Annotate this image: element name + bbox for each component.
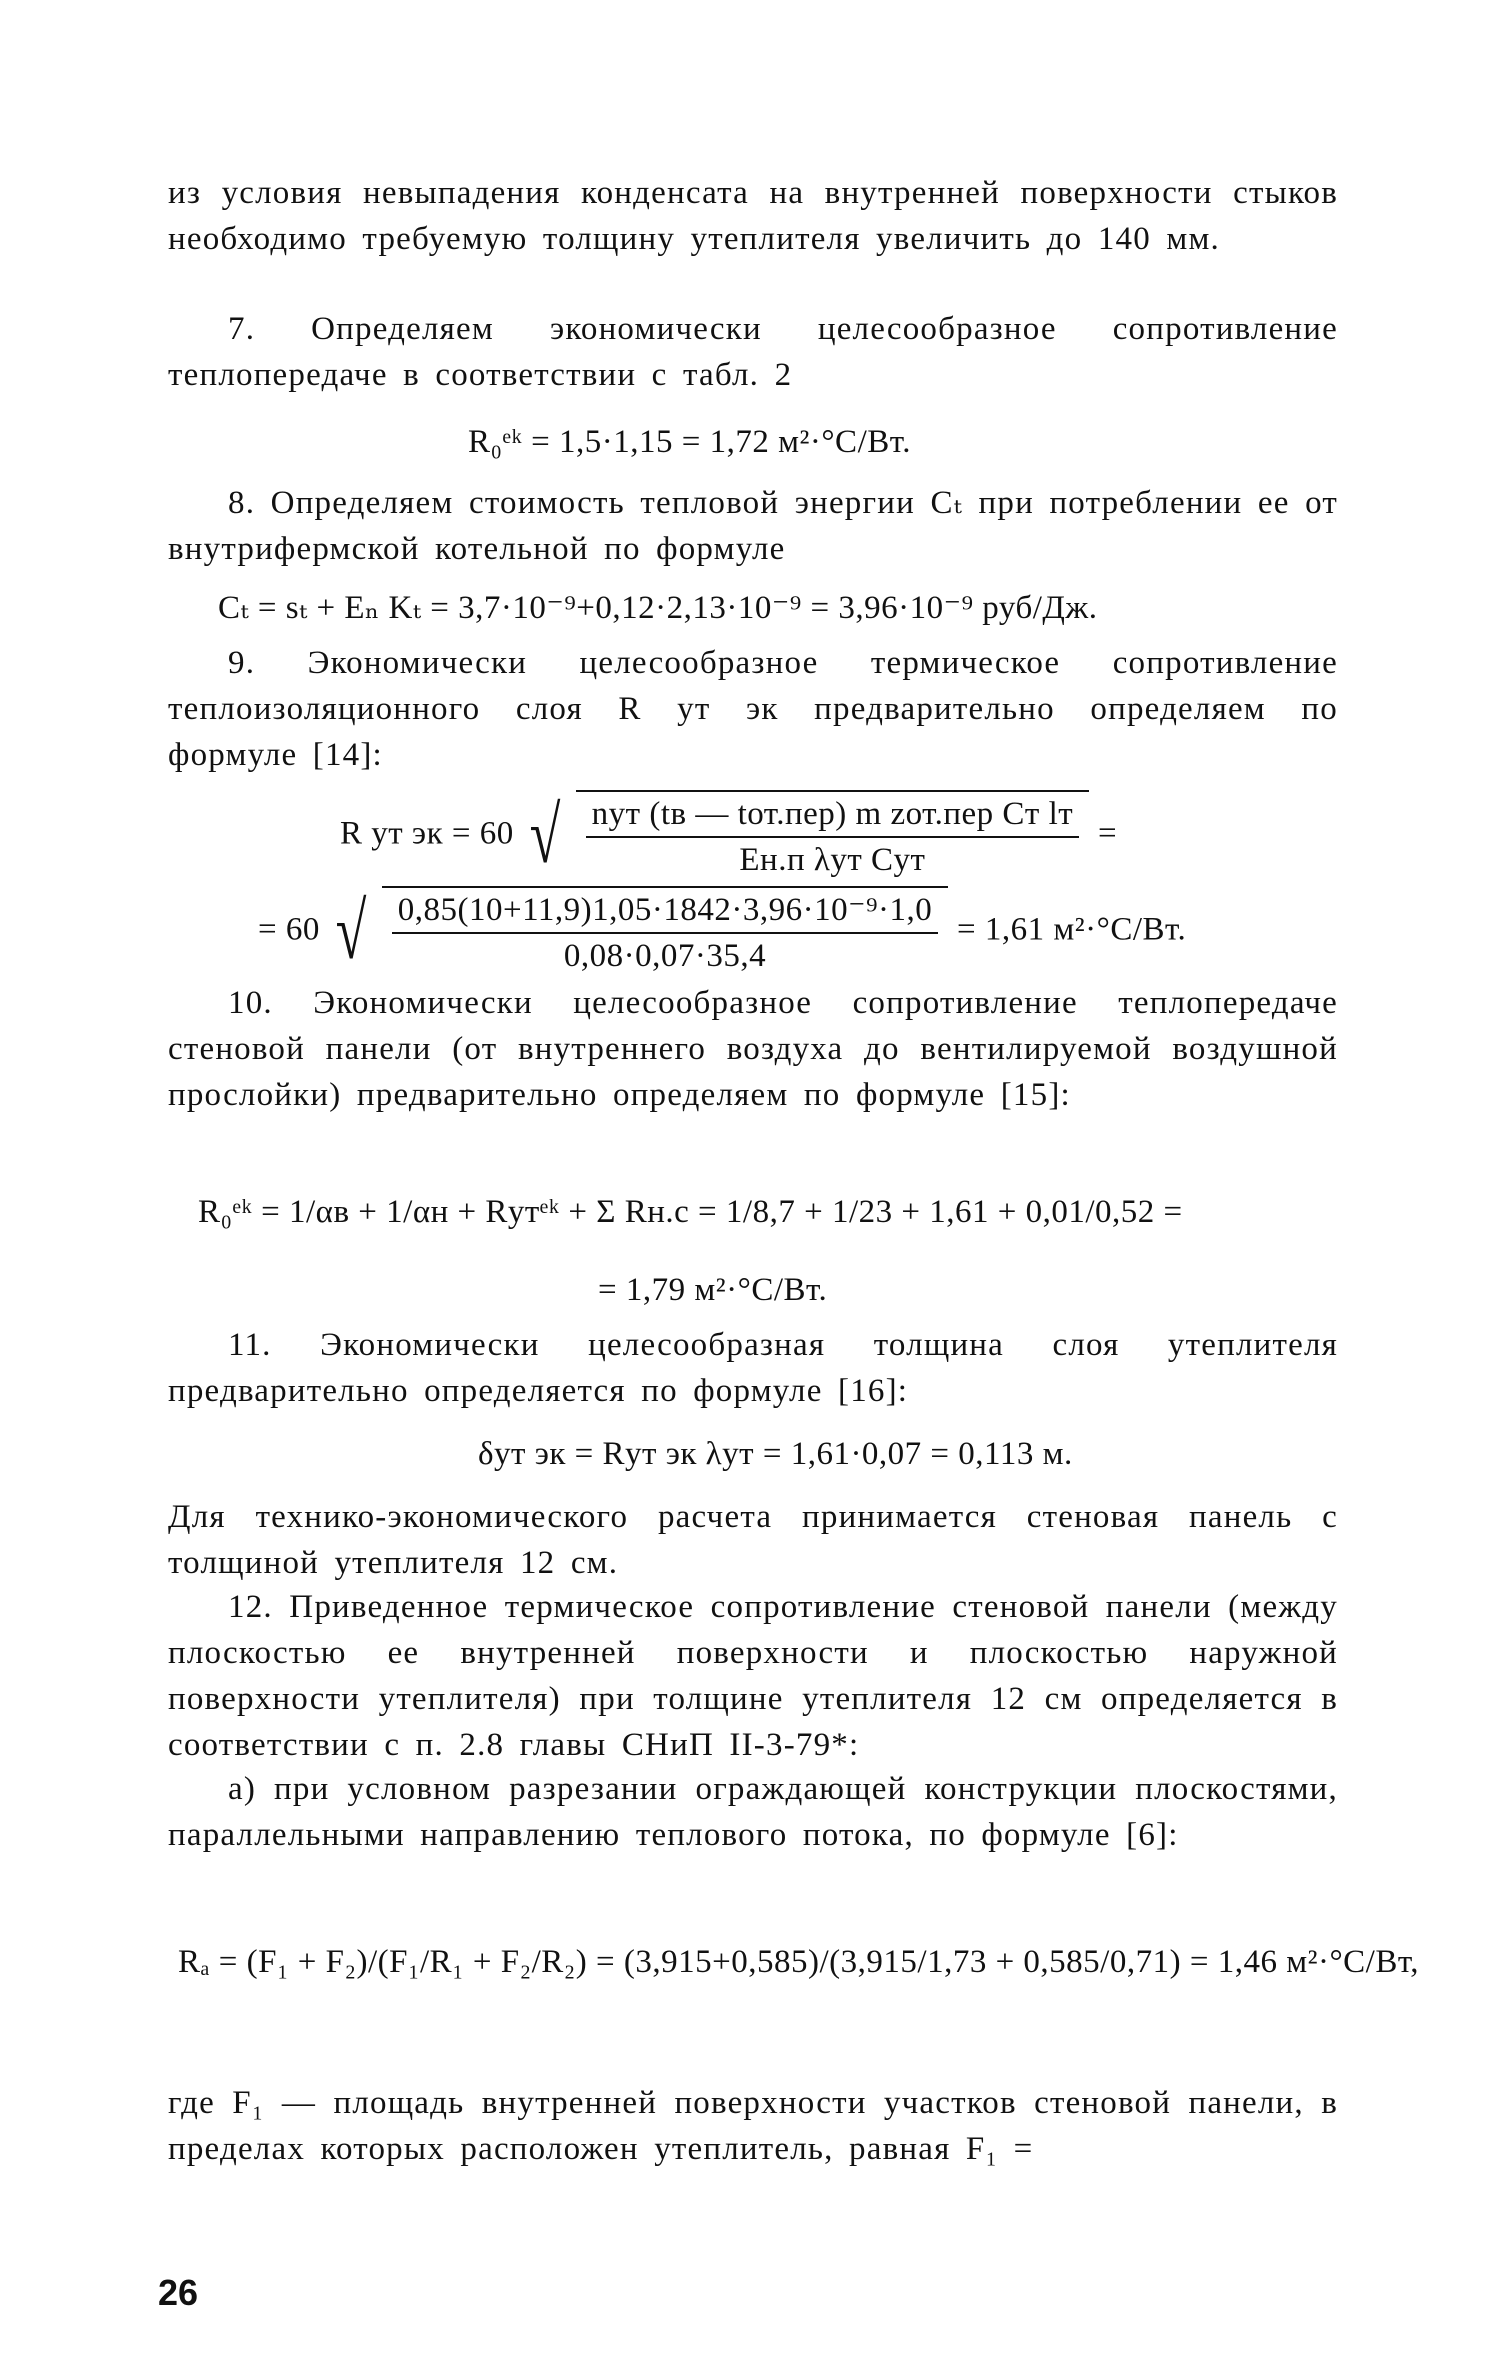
equation-9b <box>258 886 1186 978</box>
paragraph-12: 12. Приведенное термическое сопротивление стеновой панели (между плоскостью ее внутренней поверхности и плоскостью наружной поверхности утеплителя) при толщине утеплителя 12 см определяется в соответствии с п. 2.8 главы СНиП II-3-79*: <box>168 1589 1338 1763</box>
equation-7: R₀ᵉᵏ = 1,5·1,15 = 1,72 м²·°С/Вт. <box>468 424 911 460</box>
paragraph-10: 10. Экономически целесообразное сопротивление теплопередаче стеновой панели (от внутреннего воздуха до вентилируемой воздушной прослойки) предварительно определяем по формуле [15]: <box>168 985 1338 1113</box>
paragraph-9: 9. Экономически целесообразное термическое сопротивление теплоизоляционного слоя R ут эк предварительно определяем по формуле [14]: <box>168 645 1338 773</box>
sqrt-icon: √ <box>335 888 367 976</box>
equation-9b-left: = 60 <box>258 911 320 948</box>
equation-9a: R ут эк = 60 √ $\frac{\text{nут (tв — tот.пер) m zот.пер Cт lт}}{\text{Eн.п λут Cут}}$ = <box>340 792 1118 880</box>
paragraph-intro: из условия невыпадения конденсата на внутренней поверхности стыков необходимо требуемую толщину утеплителя увеличить до 140 мм. <box>168 175 1338 257</box>
page-number: 26 <box>158 2272 199 2313</box>
equation-9b-right: = 1,61 м²·°С/Вт. <box>957 911 1187 948</box>
equation-10a: R₀ᵉᵏ = 1/αв + 1/αн + Rутᵉᵏ + Σ Rн.с = 1/8,7 + 1/23 + 1,61 + 0,01/0,52 = <box>198 1194 1183 1230</box>
equation-10b: = 1,79 м²·°С/Вт. <box>598 1272 828 1308</box>
paragraph-12a: а) при условном разрезании ограждающей конструкции плоскостями, параллельными направлению теплового потока, по формуле [6]: <box>168 1771 1338 1853</box>
equation-9b-numerator: 0,85(10+11,9)1,05·1842·3,96·10⁻⁹·1,0 <box>392 888 939 934</box>
paragraph-11b: Для технико-экономического расчета принимается стеновая панель с толщиной утеплителя 12 см. <box>168 1499 1338 1581</box>
paragraph-last: где F₁ — площадь внутренней поверхности участков стеновой панели, в пределах которых расположен утеплитель, равная F₁ = <box>168 2085 1338 2167</box>
equation-8: Сₜ = sₜ + Eₙ Kₜ = 3,7·10⁻⁹+0,12·2,13·10⁻⁹ = 3,96·10⁻⁹ руб/Дж. <box>218 590 1098 626</box>
paragraph-11: 11. Экономически целесообразная толщина слоя утеплителя предварительно определяется по формуле [16]: <box>168 1327 1338 1409</box>
equation-9a-numerator: nут (tв — tот.пер) m zот.пер Cт lт <box>586 792 1080 838</box>
equation-9a-left: R ут эк = 60 <box>340 815 514 852</box>
paragraph-8: 8. Определяем стоимость тепловой энергии Сₜ при потреблении ее от внутрифермской котельной по формуле <box>168 485 1338 567</box>
sqrt-icon: √ <box>529 792 561 880</box>
equation-12: Rₐ = (F₁ + F₂)/(F₁/R₁ + F₂/R₂) = (3,915+0,585)/(3,915/1,73 + 0,585/0,71) = 1,46 м²·°С/Вт, <box>178 1944 1420 1980</box>
equation-9a-denominator: Eн.п λут Cут <box>739 842 926 878</box>
equation-9b-denominator: 0,08·0,07·35,4 <box>563 938 767 974</box>
paragraph-7: 7. Определяем экономически целесообразное сопротивление теплопередаче в соответствии с табл. 2 <box>168 311 1338 393</box>
equation-11: δут эк = Rут эк λут = 1,61·0,07 = 0,113 м. <box>478 1436 1073 1472</box>
